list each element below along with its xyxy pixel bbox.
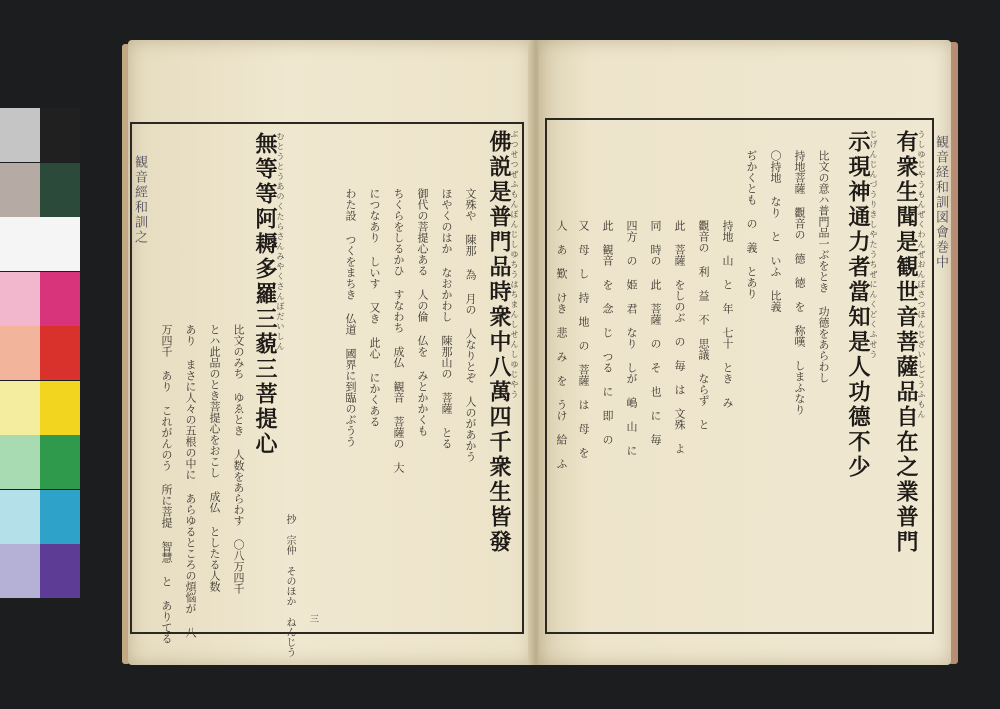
color-swatch	[40, 163, 80, 217]
left-margin-title: 観音經和訓之	[132, 155, 147, 245]
right-note-7: 此 菩薩 をしのぶ の 毎 は 文殊 よ	[673, 220, 686, 454]
right-margin-title: 観音経和訓図會巻中	[933, 135, 948, 270]
left-page-frame	[130, 122, 524, 657]
left-note-2: とハ此品のとき菩提心をおこし 成仏 としたる人数	[208, 324, 221, 592]
right-note-10: 此 観音 を 念 じ つる に 即 の	[601, 220, 614, 445]
color-swatch	[40, 326, 80, 380]
right-note-3: 〇持地 なり と いふ 比義	[769, 150, 782, 312]
left-note-3: あり まさに人々の五根の中に あらゆるところの煩悩が 八	[184, 324, 197, 638]
right-note-5: 持地 山 と 年 七十 とき み	[721, 220, 734, 408]
color-swatch	[40, 435, 80, 489]
color-swatch	[0, 163, 40, 217]
left-note-10: わた設 つくをまちき 仏道 國界に到臨のぶうう	[344, 188, 357, 447]
left-ruby-1: ぶつせつぜふもんぼんじしゆちうはちまんしせんしゆじやう	[510, 130, 519, 400]
right-page-frame	[545, 118, 934, 634]
right-note-2: 持地菩薩 觀音の 德 徳 を 称嘆 しまふなり	[793, 150, 806, 415]
right-main-text-1: 有衆生聞是観世音菩薩品自在之業普門	[893, 130, 919, 555]
left-note-1: 比文のみち ゆゑとき 人数をあらわす 〇八万四千	[232, 324, 245, 594]
color-swatch	[0, 108, 40, 162]
left-page-number: 三	[310, 615, 320, 625]
right-ruby-2: じげんじんづうりきしやたうちぜにんくどくふせう	[869, 130, 878, 360]
color-swatch	[0, 272, 40, 326]
color-swatch	[40, 217, 80, 271]
color-swatch	[40, 490, 80, 544]
right-note-12: 人 あ 歎 けき 悲 み を うけ 給 ふ	[555, 220, 568, 469]
right-main-text-2: 示現神通力者當知是人功德不少	[845, 130, 871, 480]
left-note-8: ちくらをしるかひ すなわち 成仏 観音 菩薩の 大	[392, 188, 405, 473]
right-ruby-1: うしゆじやうもんぜくわんぜおんぼさつほんじざいしごうふもん	[917, 130, 926, 420]
color-swatch	[0, 435, 40, 489]
right-note-6: 觀音の 利 益 不 思議 ならず と	[697, 220, 710, 430]
color-swatch	[0, 544, 40, 598]
left-note-6: ほやくのはか なおかわし 陳那山の 菩薩 とる	[440, 188, 453, 449]
left-main-text-1: 佛説是普門品時衆中八萬四千衆生皆發	[486, 130, 512, 555]
left-main-text-2: 無等等阿耨多羅三藐三菩提心	[252, 132, 278, 457]
left-note-5: 文殊や 陳那 為 月の 人なりとぞ 人のがあかう	[464, 188, 477, 462]
color-swatch	[40, 381, 80, 435]
color-swatch	[0, 381, 40, 435]
color-swatch	[0, 217, 40, 271]
right-note-8: 同 時の 此 菩薩 の そ 也 に 毎	[649, 220, 662, 445]
color-swatch	[40, 108, 80, 162]
open-book	[118, 30, 960, 680]
right-note-11: 又 母 し 持 地 の 菩薩 は 母 を	[577, 220, 590, 458]
left-note-7: 御代の菩提心ある 人の倫 仏を みとかかくも	[416, 188, 429, 436]
left-ruby-2: むとうとうあのくたらさんみやくさんぼだいしん	[276, 132, 285, 352]
left-side-note: 抄 宗仲 そのほか ねんじう	[284, 514, 295, 657]
color-swatch	[0, 490, 40, 544]
color-swatch	[40, 272, 80, 326]
right-note-4: ぢかくとも の 義 とあり	[745, 150, 758, 299]
right-note-1: 比文の意ハ普門品一ぶをとき 功德をあらわし	[817, 150, 830, 383]
color-swatch	[40, 544, 80, 598]
left-note-9: につなあり しいす 又き 此心 にかくある	[368, 188, 381, 427]
color-calibration-strip	[0, 108, 80, 599]
left-note-4: 万四千 あり これがんのう 所に菩提 智慧 と ありてる	[160, 324, 173, 644]
right-note-9: 四方 の 姫 君 なり しが 嶋 山 に	[625, 220, 638, 456]
color-swatch	[0, 326, 40, 380]
